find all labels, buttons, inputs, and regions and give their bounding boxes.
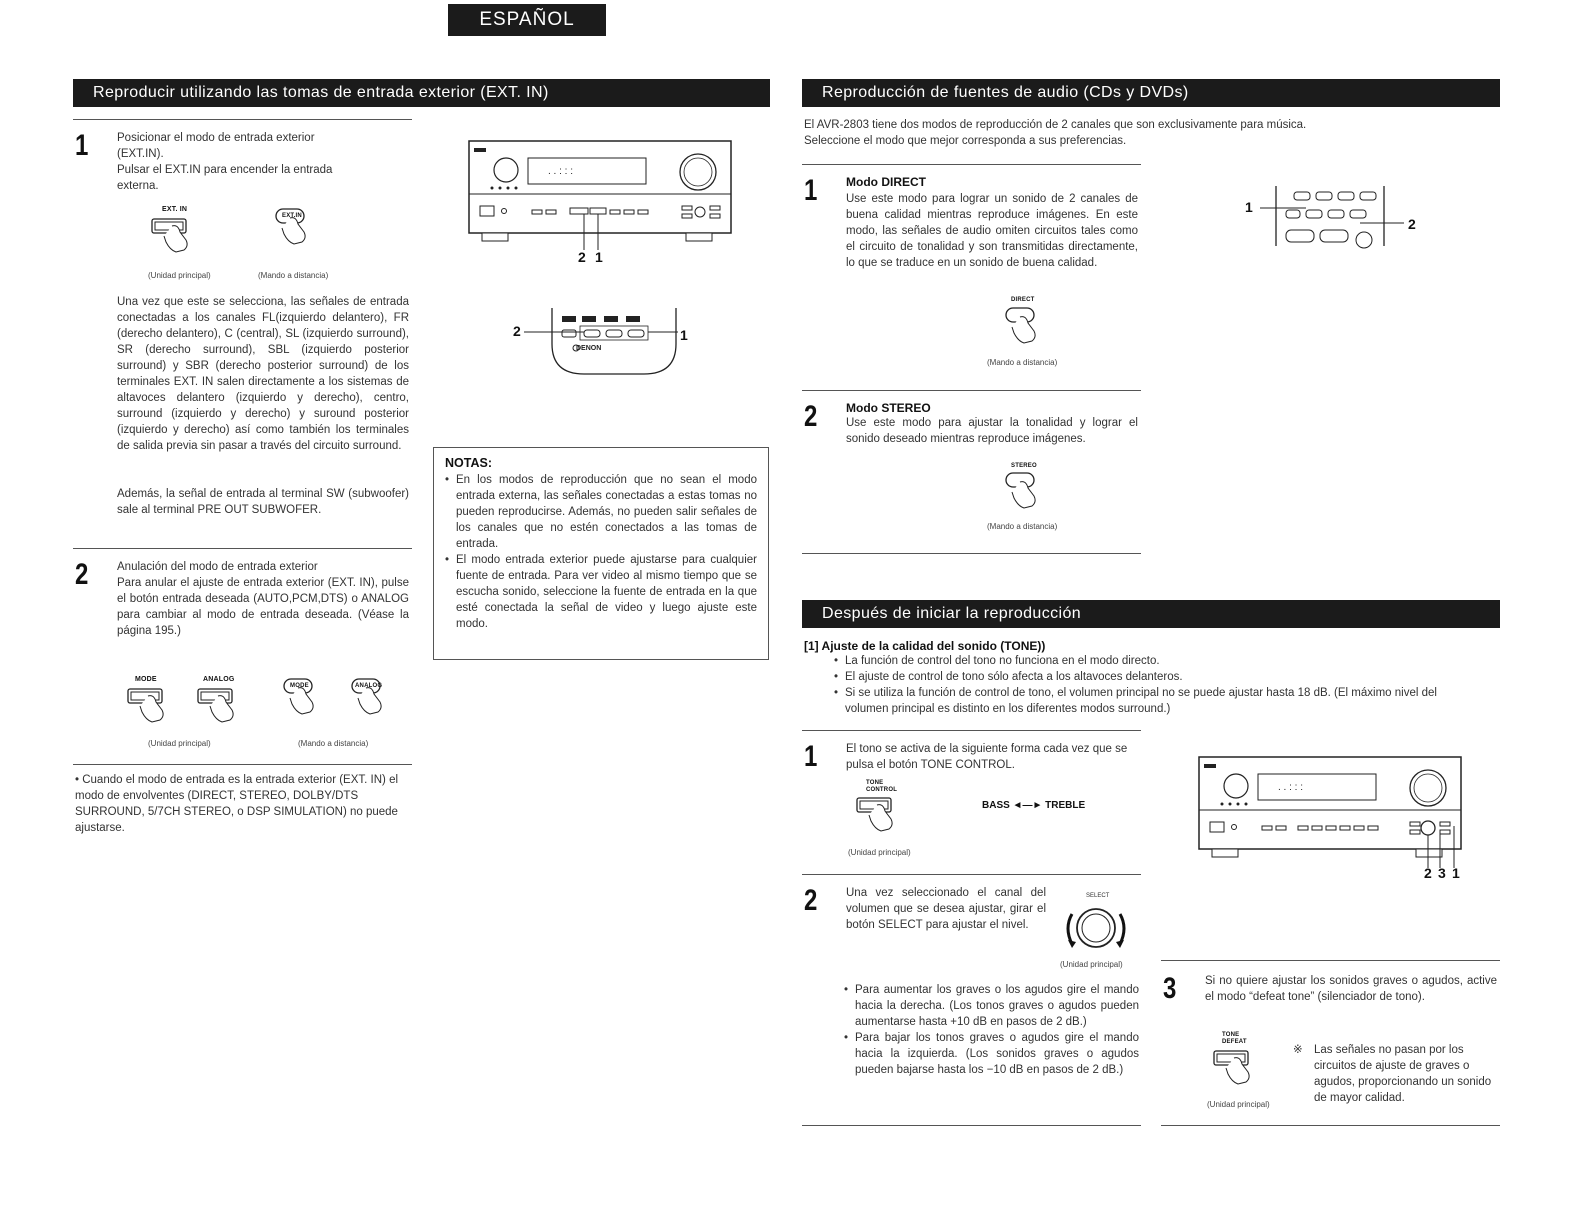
divider	[73, 548, 412, 549]
section-header-audio-sources: Reproducción de fuentes de audio (CDs y DVDs)	[802, 79, 1500, 107]
remote-control-figure	[520, 306, 690, 376]
figure-label: 2	[1424, 865, 1432, 881]
note-item: • En los modos de reproducción que no sean el modo entrada externa, las señales conectadas a estas tomas no pueden reproducirse. Además, no pueden salir señales de los canales que no estén conectados a las tomas de entrada.	[445, 472, 757, 552]
direct-button-label: DIRECT	[1011, 297, 1035, 303]
step1-paragraph: Una vez que este se selecciona, las señales de entrada conectadas a los canales FL(izquierdo delantero), FR (derecho delantero), C (central), SL (izquierdo surround), SR (derecho surround), SBL (izquierdo posterior surround) y SBR (derecho posterior surround) de los terminales EXT. IN salen directamente a los sistemas de altavoces delantero (izquierdo y derecho), centro, surround (izquierdo y derecho) y suround posterior (izquierdo y derecho) así como también los terminales de salida previa sin pasar a través del circuito surround.	[117, 296, 409, 452]
figure-label: 1	[595, 249, 603, 265]
direct-remote-button-icon	[1002, 305, 1052, 351]
notes-list	[445, 472, 757, 632]
tone-step2-bullet: • Para aumentar los graves o los agudos gire el mando hacia la derecha. (Los tonos graves o agudos pueden aumentarse hasta +10 dB en pasos de 2 dB.)	[844, 982, 1139, 1030]
caption-remote: (Mando a distancia)	[987, 522, 1058, 531]
divider	[802, 874, 1141, 875]
intro-line: El AVR-2803 tiene dos modos de reproducción de 2 canales que son exclusivamente para música.	[804, 119, 1307, 131]
ext-in-note	[75, 772, 412, 836]
tone-defeat-label: TONE DEFEAT	[1222, 1032, 1247, 1045]
divider	[73, 119, 412, 120]
note-item: • El modo entrada exterior puede ajustarse para cualquier fuente de entrada. Para ver video al mismo tiempo que se escucha sonido, seleccione la fuente de entrada en la que esté conectada la señal de video y luego ajuste este modo.	[445, 552, 757, 632]
tone-title: [1] Ajuste de la calidad del sonido (TONE))	[804, 639, 1046, 653]
section-header-ext-in: Reproducir utilizando las tomas de entrada exterior (EXT. IN)	[73, 79, 770, 107]
caption-main-unit: (Unidad principal)	[1207, 1100, 1270, 1109]
stereo-mode-paragraph: Use este modo para ajustar la tonalidad y lograr el sonido deseado mientras reproduce imágenes.	[846, 417, 1138, 445]
svg-text:. . : : :: . . : : :	[548, 166, 574, 177]
step1-line: Pulsar el EXT.IN para encender la entrada	[117, 164, 333, 176]
mode-main-button-icon	[126, 686, 176, 726]
intro-text	[804, 117, 1494, 149]
figure-label: 2	[578, 249, 586, 265]
receiver-front-panel-figure	[468, 140, 738, 270]
receiver-front-panel-figure-2	[1198, 756, 1470, 874]
intro-line: Seleccione el modo que mejor corresponda a sus preferencias.	[804, 135, 1127, 147]
caption-main-unit: (Unidad principal)	[148, 271, 211, 280]
stereo-mode-title: Modo STEREO	[846, 401, 931, 415]
remote-detail-figure	[1256, 186, 1406, 250]
svg-text:. . : : :: . . : : :	[1278, 782, 1304, 793]
remote-brand: DENON	[576, 345, 602, 352]
step1-line: (EXT.IN).	[117, 148, 164, 160]
figure-label: 3	[1438, 865, 1446, 881]
tone-step1-paragraph: El tono se activa de la siguiente forma cada vez que se pulsa el botón TONE CONTROL.	[846, 743, 1128, 771]
analog-remote-label: ANALOG	[355, 683, 383, 689]
analog-label: ANALOG	[203, 676, 235, 683]
mode-label: MODE	[135, 676, 157, 683]
tone-bullet: • La función de control del tono no funciona en el modo directo.	[834, 653, 1474, 669]
tone-step3-paragraph: Si no quiere ajustar los sonidos graves o agudos, active el modo “defeat tone” (silenciador de tono).	[1205, 975, 1497, 1003]
step1-line: Posicionar el modo de entrada exterior	[117, 132, 315, 144]
step-number: 3	[1163, 972, 1177, 1005]
figure-label: 1	[1452, 865, 1460, 881]
step-number: 2	[804, 400, 818, 433]
caption-remote: (Mando a distancia)	[298, 739, 369, 748]
tone-control-label: TONE CONTROL	[866, 780, 898, 793]
tone-bullet: • El ajuste de control de tono sólo afecta a los altavoces delanteros.	[834, 669, 1474, 685]
step1-line: externa.	[117, 180, 159, 192]
bass-treble-indicator: BASS ◄—► TREBLE	[982, 800, 1086, 811]
divider	[73, 764, 412, 765]
step-number: 2	[75, 558, 89, 591]
tone-step2-bullet: • Para bajar los tonos graves o agudos gire el mando hacia la izquierda. (Los sonidos graves o agudos pueden bajarse hasta los −10 dB en pasos de 2 dB.)	[844, 1030, 1139, 1078]
step2-paragraph: Para anular el ajuste de entrada exterior (EXT. IN), pulse el botón entrada deseada (AUTO,PCM,DTS) o ANALOG para cambiar al modo de entrada deseada. (Véase la página 195.)	[117, 577, 409, 637]
caption-main-unit: (Unidad principal)	[848, 848, 911, 857]
step1-instructions	[117, 130, 417, 194]
notes-title: NOTAS:	[445, 456, 492, 470]
divider	[802, 730, 1141, 731]
caption-main-unit: (Unidad principal)	[148, 739, 211, 748]
tone-defeat-note: Las señales no pasan por los circuitos de ajuste de graves o agudos, proporcionando un sonido de mayor calidad.	[1314, 1044, 1492, 1104]
notes-box	[433, 447, 769, 660]
select-knob-icon	[1062, 900, 1136, 960]
step-number: 1	[804, 740, 818, 773]
tone-step2-paragraph: Una vez seleccionado el canal del volumen que se desea ajustar, girar el botón SELECT para ajustar el nivel.	[846, 887, 1046, 931]
step1-paragraph-2: Además, la señal de entrada al terminal SW (subwoofer) sale al terminal PRE OUT SUBWOFER.	[117, 488, 409, 516]
direct-mode-paragraph: Use este modo para lograr un sonido de 2 canales de buena calidad mientras reproduce imágenes. En este modo, las señales de audio omiten circuitos tales como el circuito de tonalidad y son transmitidas directamente, lo que se traduce en un sonido de buena calidad.	[846, 193, 1138, 269]
direct-mode-title: Modo DIRECT	[846, 175, 926, 189]
step-number: 2	[804, 884, 818, 917]
step-number: 1	[804, 174, 818, 207]
ext-in-note-text: Cuando el modo de entrada es la entrada exterior (EXT. IN) el modo de envolventes (DIRECT, STEREO, DOLBY/DTS SURROUND, 5/7CH STEREO, o DSP SIMULATION) no puede ajustarse.	[75, 774, 399, 834]
divider	[802, 553, 1141, 554]
bullet-icon: •	[75, 774, 80, 786]
figure-label: 1	[680, 327, 688, 343]
divider	[1161, 960, 1500, 961]
divider	[802, 1125, 1141, 1126]
ext-in-remote-label: EXT.IN	[282, 213, 302, 219]
divider	[802, 390, 1141, 391]
tone-step2-bullets	[844, 982, 1139, 1078]
divider	[1161, 1125, 1500, 1126]
ext-in-main-label: EXT. IN	[162, 206, 188, 213]
mode-remote-label: MODE	[290, 683, 309, 689]
section-header-after-playback: Después de iniciar la reproducción	[802, 600, 1500, 628]
select-knob-label: SELECT	[1086, 893, 1110, 899]
stereo-remote-button-icon	[1002, 470, 1052, 516]
tone-control-button-icon	[855, 795, 905, 835]
step-number: 1	[75, 129, 89, 162]
caption-remote: (Mando a distancia)	[258, 271, 329, 280]
tone-bullets	[834, 653, 1474, 717]
caption-remote: (Mando a distancia)	[987, 358, 1058, 367]
tone-bullet: • Si se utiliza la función de control de tono, el volumen principal no se puede ajustar hasta 18 dB. (El máximo nivel del volumen principal es distinto en los diferentes modos surround.)	[834, 685, 1474, 717]
step2-title: Anulación del modo de entrada exterior	[117, 561, 318, 573]
analog-main-button-icon	[196, 686, 246, 726]
language-tab: ESPAÑOL	[448, 4, 606, 36]
figure-label: 2	[513, 323, 521, 339]
figure-label: 1	[1245, 199, 1253, 215]
note-mark: ※	[1293, 1044, 1303, 1056]
caption-main-unit: (Unidad principal)	[1060, 960, 1123, 969]
stereo-button-label: STEREO	[1011, 463, 1037, 469]
ext-in-main-button-icon	[150, 216, 200, 256]
figure-label: 2	[1408, 216, 1416, 232]
divider	[802, 164, 1141, 165]
tone-defeat-button-icon	[1212, 1048, 1262, 1088]
